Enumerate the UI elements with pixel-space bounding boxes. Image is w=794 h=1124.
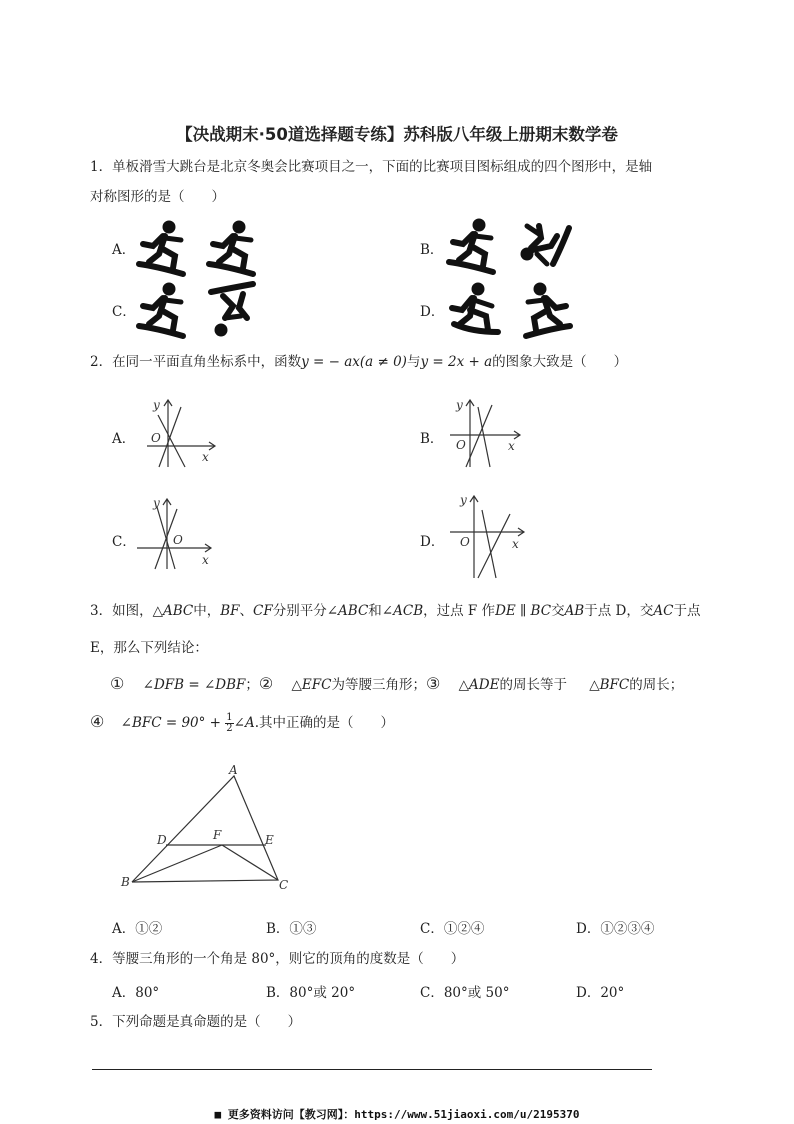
origin-label: O bbox=[151, 431, 161, 445]
q2-suffix: 的图象大致是（ ） bbox=[492, 354, 628, 370]
snowboarder-flip-icon bbox=[521, 226, 569, 264]
segment-bf bbox=[132, 845, 222, 882]
q3-triangle-figure bbox=[118, 762, 298, 892]
q2-option-b-label[interactable]: B． bbox=[420, 431, 444, 447]
q2-graph-c bbox=[135, 493, 220, 573]
q3-math: ABC bbox=[338, 603, 369, 619]
q3-math: AC bbox=[653, 603, 674, 619]
q3-math: ∠A bbox=[233, 715, 255, 731]
q3-text: 分别平分∠ bbox=[272, 603, 339, 619]
graph-line bbox=[482, 510, 496, 578]
question-2-text bbox=[90, 352, 710, 372]
q3-math: DE ∥ BC bbox=[495, 603, 552, 619]
q3-text: 中， bbox=[193, 603, 221, 619]
q3-text: 于点 D，交 bbox=[584, 603, 654, 619]
question-3-conclusions-1 bbox=[110, 674, 730, 695]
q3-text: 3．如图，△ bbox=[90, 603, 163, 619]
axis-x-label: x bbox=[512, 537, 519, 551]
axis-x-label: x bbox=[202, 553, 209, 567]
q3-text: 的周长等于 bbox=[499, 677, 567, 693]
q3-text: △ bbox=[458, 677, 470, 693]
footer-link[interactable]: ■ 更多资料访问【教习网】：https://www.51jiaoxi.com/u/2195370 bbox=[214, 1108, 580, 1121]
origin-label: O bbox=[173, 533, 183, 547]
q2-option-c-label[interactable]: C． bbox=[112, 534, 136, 550]
circled-2: ② bbox=[258, 674, 274, 693]
q4-option-b[interactable]: B．80°或 20° bbox=[266, 985, 356, 1001]
footer-divider bbox=[92, 1069, 652, 1070]
q4-option-c[interactable]: C．80°或 50° bbox=[420, 985, 510, 1001]
q2-mid: 与 bbox=[406, 354, 421, 370]
circled-4: ④ bbox=[90, 712, 105, 731]
fraction-denominator: 2 bbox=[226, 723, 233, 734]
q3-text: 于点 bbox=[673, 603, 701, 619]
snowboarder-icon bbox=[209, 221, 253, 274]
q1-option-c-label[interactable]: C． bbox=[112, 304, 136, 320]
question-3-conclusions-2 bbox=[90, 712, 710, 734]
q3-text: 和∠ bbox=[368, 603, 394, 619]
snowboarder-icon bbox=[139, 283, 183, 336]
q3-text: 交 bbox=[551, 603, 565, 619]
question-4-text: 4．等腰三角形的一个角是 80°，则它的顶角的度数是（ ） bbox=[90, 951, 465, 967]
graph-line bbox=[478, 407, 490, 467]
point-e-label: E bbox=[265, 833, 274, 847]
point-a-label: A bbox=[229, 763, 238, 777]
origin-label: O bbox=[456, 438, 466, 452]
axis-y-label: y bbox=[153, 398, 160, 412]
snowboarder-icon bbox=[452, 283, 498, 332]
snowboarder-icon bbox=[449, 219, 493, 272]
q3-math: AB bbox=[564, 603, 585, 619]
q3-option-b[interactable]: B．①③ bbox=[266, 921, 317, 937]
q3-math: ∠BFC = 90° + bbox=[120, 715, 221, 731]
q1-option-a-figure bbox=[135, 218, 265, 276]
q3-text: 的周长； bbox=[629, 677, 684, 693]
point-c-label: C bbox=[279, 878, 289, 892]
q3-text: △ bbox=[589, 677, 600, 693]
q3-text: △ bbox=[291, 677, 302, 693]
q1-option-d-label[interactable]: D． bbox=[420, 304, 445, 320]
q3-math: ADE bbox=[469, 677, 500, 693]
q1-option-c-figure bbox=[135, 280, 265, 338]
question-1-line2: 对称图形的是（ ） bbox=[90, 189, 225, 205]
q1-option-a-label[interactable]: A． bbox=[112, 242, 136, 258]
q3-math: ACB bbox=[393, 603, 424, 619]
question-1-text bbox=[90, 157, 710, 207]
q3-math: ABC bbox=[162, 603, 194, 619]
q3-math: EFC bbox=[301, 677, 332, 693]
question-1-line1: 1．单板滑雪大跳台是北京冬奥会比赛项目之一，下面的比赛项目图标组成的四个图形中，是轴 bbox=[90, 159, 653, 175]
circled-1: ① bbox=[110, 674, 125, 693]
graph-line bbox=[159, 407, 181, 467]
q1-option-b-figure bbox=[445, 216, 575, 274]
point-d-label: D bbox=[157, 833, 167, 847]
axis-x-label: x bbox=[202, 450, 209, 464]
q2-function-2: y = 2x + a bbox=[420, 354, 493, 370]
fraction-one-half bbox=[225, 713, 233, 734]
point-f-label: F bbox=[213, 828, 222, 842]
point-b-label: B bbox=[121, 875, 130, 889]
q3-option-c[interactable]: C．①②④ bbox=[420, 921, 485, 937]
origin-label: O bbox=[460, 535, 470, 549]
question-5-text: 5．下列命题是真命题的是（ ） bbox=[90, 1014, 302, 1030]
q2-option-a-label[interactable]: A． bbox=[112, 431, 136, 447]
q4-option-d[interactable]: D．20° bbox=[576, 985, 625, 1001]
q3-text: ； bbox=[245, 677, 259, 693]
q1-option-d-figure bbox=[448, 280, 578, 338]
question-3-line1 bbox=[90, 601, 730, 621]
q3-option-a[interactable]: A．①② bbox=[112, 921, 163, 937]
q3-text: ，过点 F 作 bbox=[423, 603, 496, 619]
q2-option-d-label[interactable]: D． bbox=[420, 534, 445, 550]
q3-math: ∠DFB = ∠DBF bbox=[142, 677, 246, 693]
q1-option-b-label[interactable]: B． bbox=[420, 242, 444, 258]
axis-y-label: y bbox=[460, 493, 467, 507]
q3-math: BF bbox=[220, 603, 240, 619]
circled-3: ③ bbox=[425, 674, 441, 693]
snowboarder-mirror-icon bbox=[526, 283, 570, 336]
axis-y-label: y bbox=[153, 496, 160, 510]
page-title: 【决战期末·50道选择题专练】苏科版八年级上册期末数学卷 bbox=[176, 125, 618, 144]
q2-graph-a bbox=[145, 395, 225, 475]
q3-text: 、 bbox=[239, 603, 254, 619]
question-3-line2: E，那么下列结论： bbox=[90, 640, 208, 656]
q2-function-1: y = − ax(a ≠ 0) bbox=[301, 354, 407, 370]
axis-y-label: y bbox=[456, 398, 463, 412]
q3-option-d[interactable]: D．①②③④ bbox=[576, 921, 655, 937]
snowboarder-icon bbox=[139, 221, 183, 274]
q3-math: CF bbox=[253, 603, 273, 619]
q4-option-a[interactable]: A．80° bbox=[112, 985, 160, 1001]
q2-graph-b bbox=[448, 395, 528, 475]
q3-text: 为等腰三角形； bbox=[331, 677, 426, 693]
axis-x-label: x bbox=[508, 439, 515, 453]
segment-fc bbox=[222, 845, 278, 880]
q2-prefix: 2．在同一平面直角坐标系中，函数 bbox=[90, 354, 302, 370]
q2-graph-d bbox=[448, 490, 533, 580]
fraction-numerator: 1 bbox=[226, 712, 233, 723]
q3-text: .其中正确的是（ ） bbox=[254, 715, 395, 731]
snowboarder-inverted-icon bbox=[211, 284, 253, 336]
q3-math: BFC bbox=[599, 677, 630, 693]
